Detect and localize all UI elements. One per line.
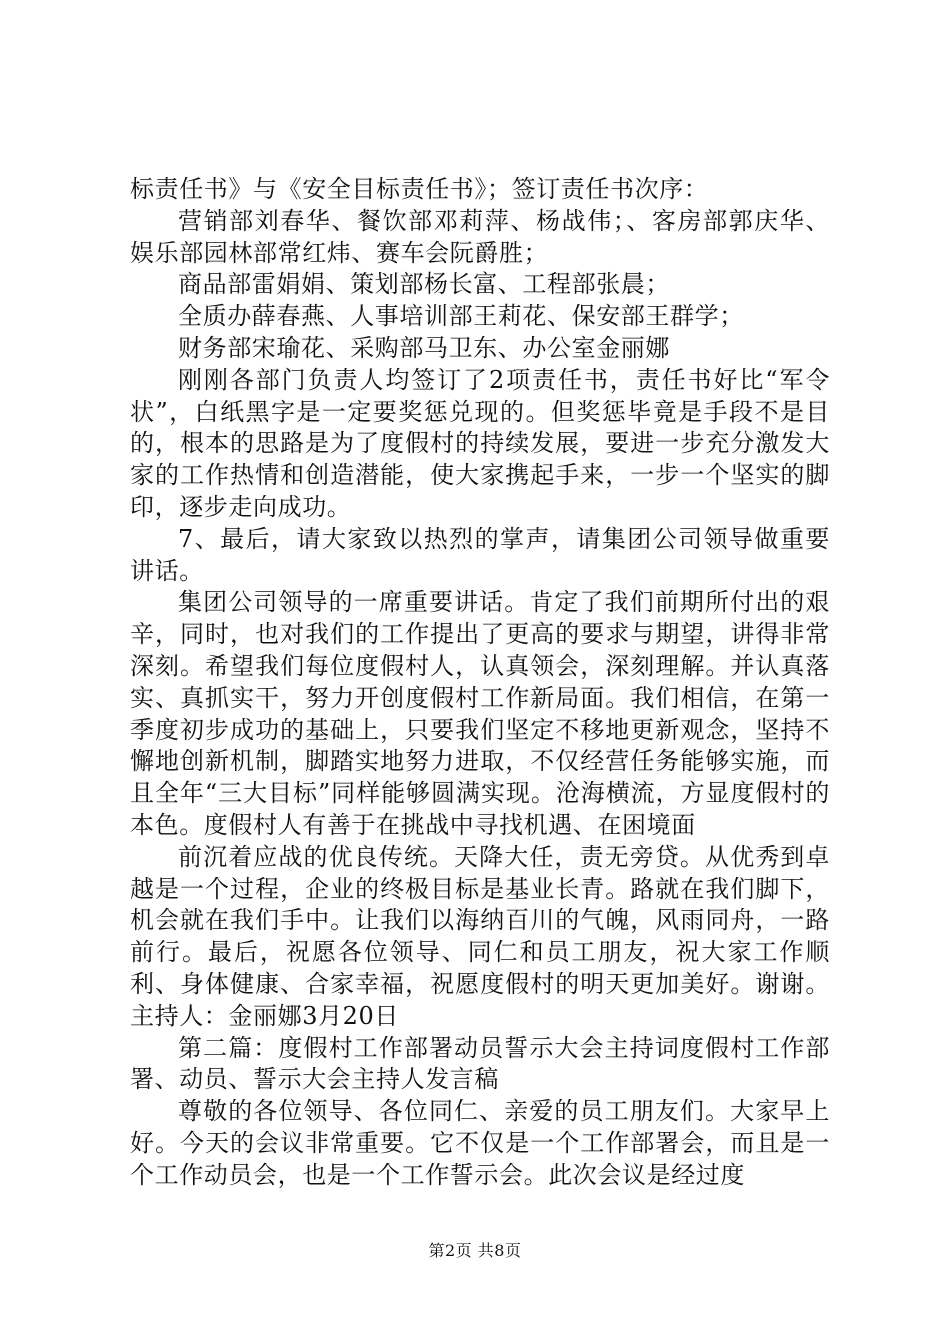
paragraph: 尊敬的各位领导、各位同仁、亲爱的员工朋友们。大家早上好。今天的会议非常重要。它不仅是一个工作部署会，而且是一个工作动员会，也是一个工作誓示会。此次会议是经过度 [130,1097,830,1189]
paragraph: 刚刚各部门负责人均签订了2项责任书，责任书好比“军令状”，白纸黑字是一定要奖惩兑现的。但奖惩毕竟是手段不是目的，根本的思路是为了度假村的持续发展，要进一步充分激发大家的工作热情和创造潜能，使大家携起手来，一步一个坚实的脚印，逐步走向成功。 [130,365,830,521]
page-number-footer: 第2页 共8页 [428,1241,522,1260]
paragraph: 全质办薛春燕、人事培训部王莉花、保安部王群学； [178,302,744,331]
paragraph: 标责任书》与《安全目标责任书》；签订责任书次序： [130,175,709,203]
paragraph: 财务部宋瑜花、采购部马卫东、办公室金丽娜 [178,333,670,362]
paragraph: 第二篇：度假村工作部署动员誓示大会主持词度假村工作部署、动员、誓示大会主持人发言稿 [130,1033,830,1094]
document-body [130,174,830,1192]
paragraph: 营销部刘春华、餐饮部邓莉萍、杨战伟；、客房部郭庆华、娱乐部园林部常红炜、赛车会阮爵胜； [130,206,830,267]
paragraph: 7、最后，请大家致以热烈的掌声，请集团公司领导做重要讲话。 [130,524,830,585]
paragraph: 前沉着应战的优良传统。天降大任，责无旁贷。从优秀到卓越是一个过程，企业的终极目标是基业长青。路就在我们脚下，机会就在我们手中。让我们以海纳百川的气魄，风雨同舟，一路前行。最后，祝愿各位领导、同仁和员工朋友，祝大家工作顺利、身体健康、合家幸福，祝愿度假村的明天更加美好。谢谢。主持人：金丽娜3月20日 [130,842,830,1030]
paragraph: 商品部雷娟娟、策划部杨长富、工程部张晨； [178,270,670,299]
paragraph: 集团公司领导的一席重要讲话。肯定了我们前期所付出的艰辛，同时，也对我们的工作提出了更高的要求与期望，讲得非常深刻。希望我们每位度假村人，认真领会，深刻理解。并认真落实、真抓实干，努力开创度假村工作新局面。我们相信，在第一季度初步成功的基础上，只要我们坚定不移地更新观念，坚持不懈地创新机制，脚踏实地努力进取，不仅经营任务能够实施，而且全年“三大目标”同样能够圆满实现。沧海横流，方显度假村的本色。度假村人有善于在挑战中寻找机遇、在困境面 [130,588,830,839]
